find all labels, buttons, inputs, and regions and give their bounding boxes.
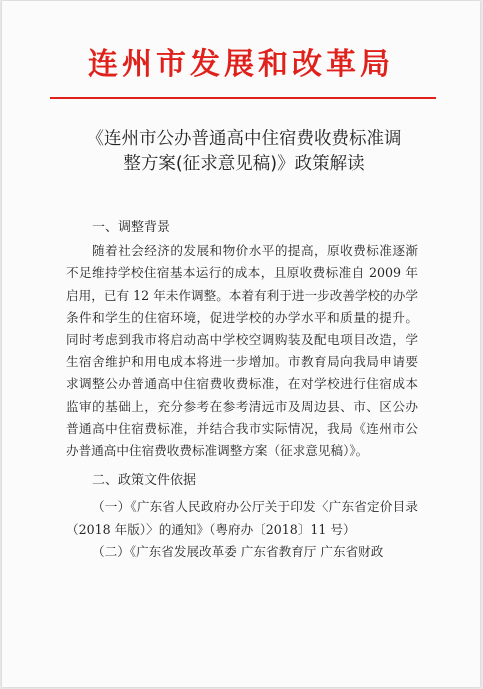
section-heading-basis: 二、政策文件依据: [92, 473, 197, 489]
basis-item-2: （二）《广东省发展改革委 广东省教育厅 广东省财政: [92, 543, 384, 559]
document-title-line-2: 整方案(征求意见稿)》政策解读: [123, 154, 365, 174]
section-heading-background: 一、调整背景: [92, 220, 171, 235]
document-title-line-1: 《连州市公办普通高中住宿费收费标准调: [86, 129, 402, 149]
document-body: [66, 217, 418, 563]
agency-letterhead: 连州市发展和改革局: [88, 47, 394, 82]
document-title: [62, 127, 426, 177]
background-paragraph: 随着社会经济的发展和物价水平的提高，原收费标准逐渐不足维持学校住宿基本运行的成本，且原收费标准自 2009 年启用，已有 12 年未作调整。本着有利于进一步改善学校的办学条件和学生的住宿环境，促进学校的办学水平和质量的提升。同时考虑到我市将启动高中学校空调购装及配电项目改造，学生宿舍维护和用电成本将进一步增加。市教育局向我局申请要求调整公办普通高中住宿费收费标准，在对学校进行住宿成本监审的基础上，充分参考在参考清远市及周边县、市、区公办普通高中住宿费标准，并结合我市实际情况，我局《连州市公办普通高中住宿费收费标准调整方案（征求意见稿）》。: [66, 243, 418, 459]
document-page: [2, 1, 480, 687]
letterhead-divider: [50, 97, 436, 99]
basis-item-1: （一）《广东省人民政府办公厅关于印发〈广东省定价目录（2018 年版）〉的通知》（粤府办〔2018〕11 号）: [66, 499, 418, 537]
